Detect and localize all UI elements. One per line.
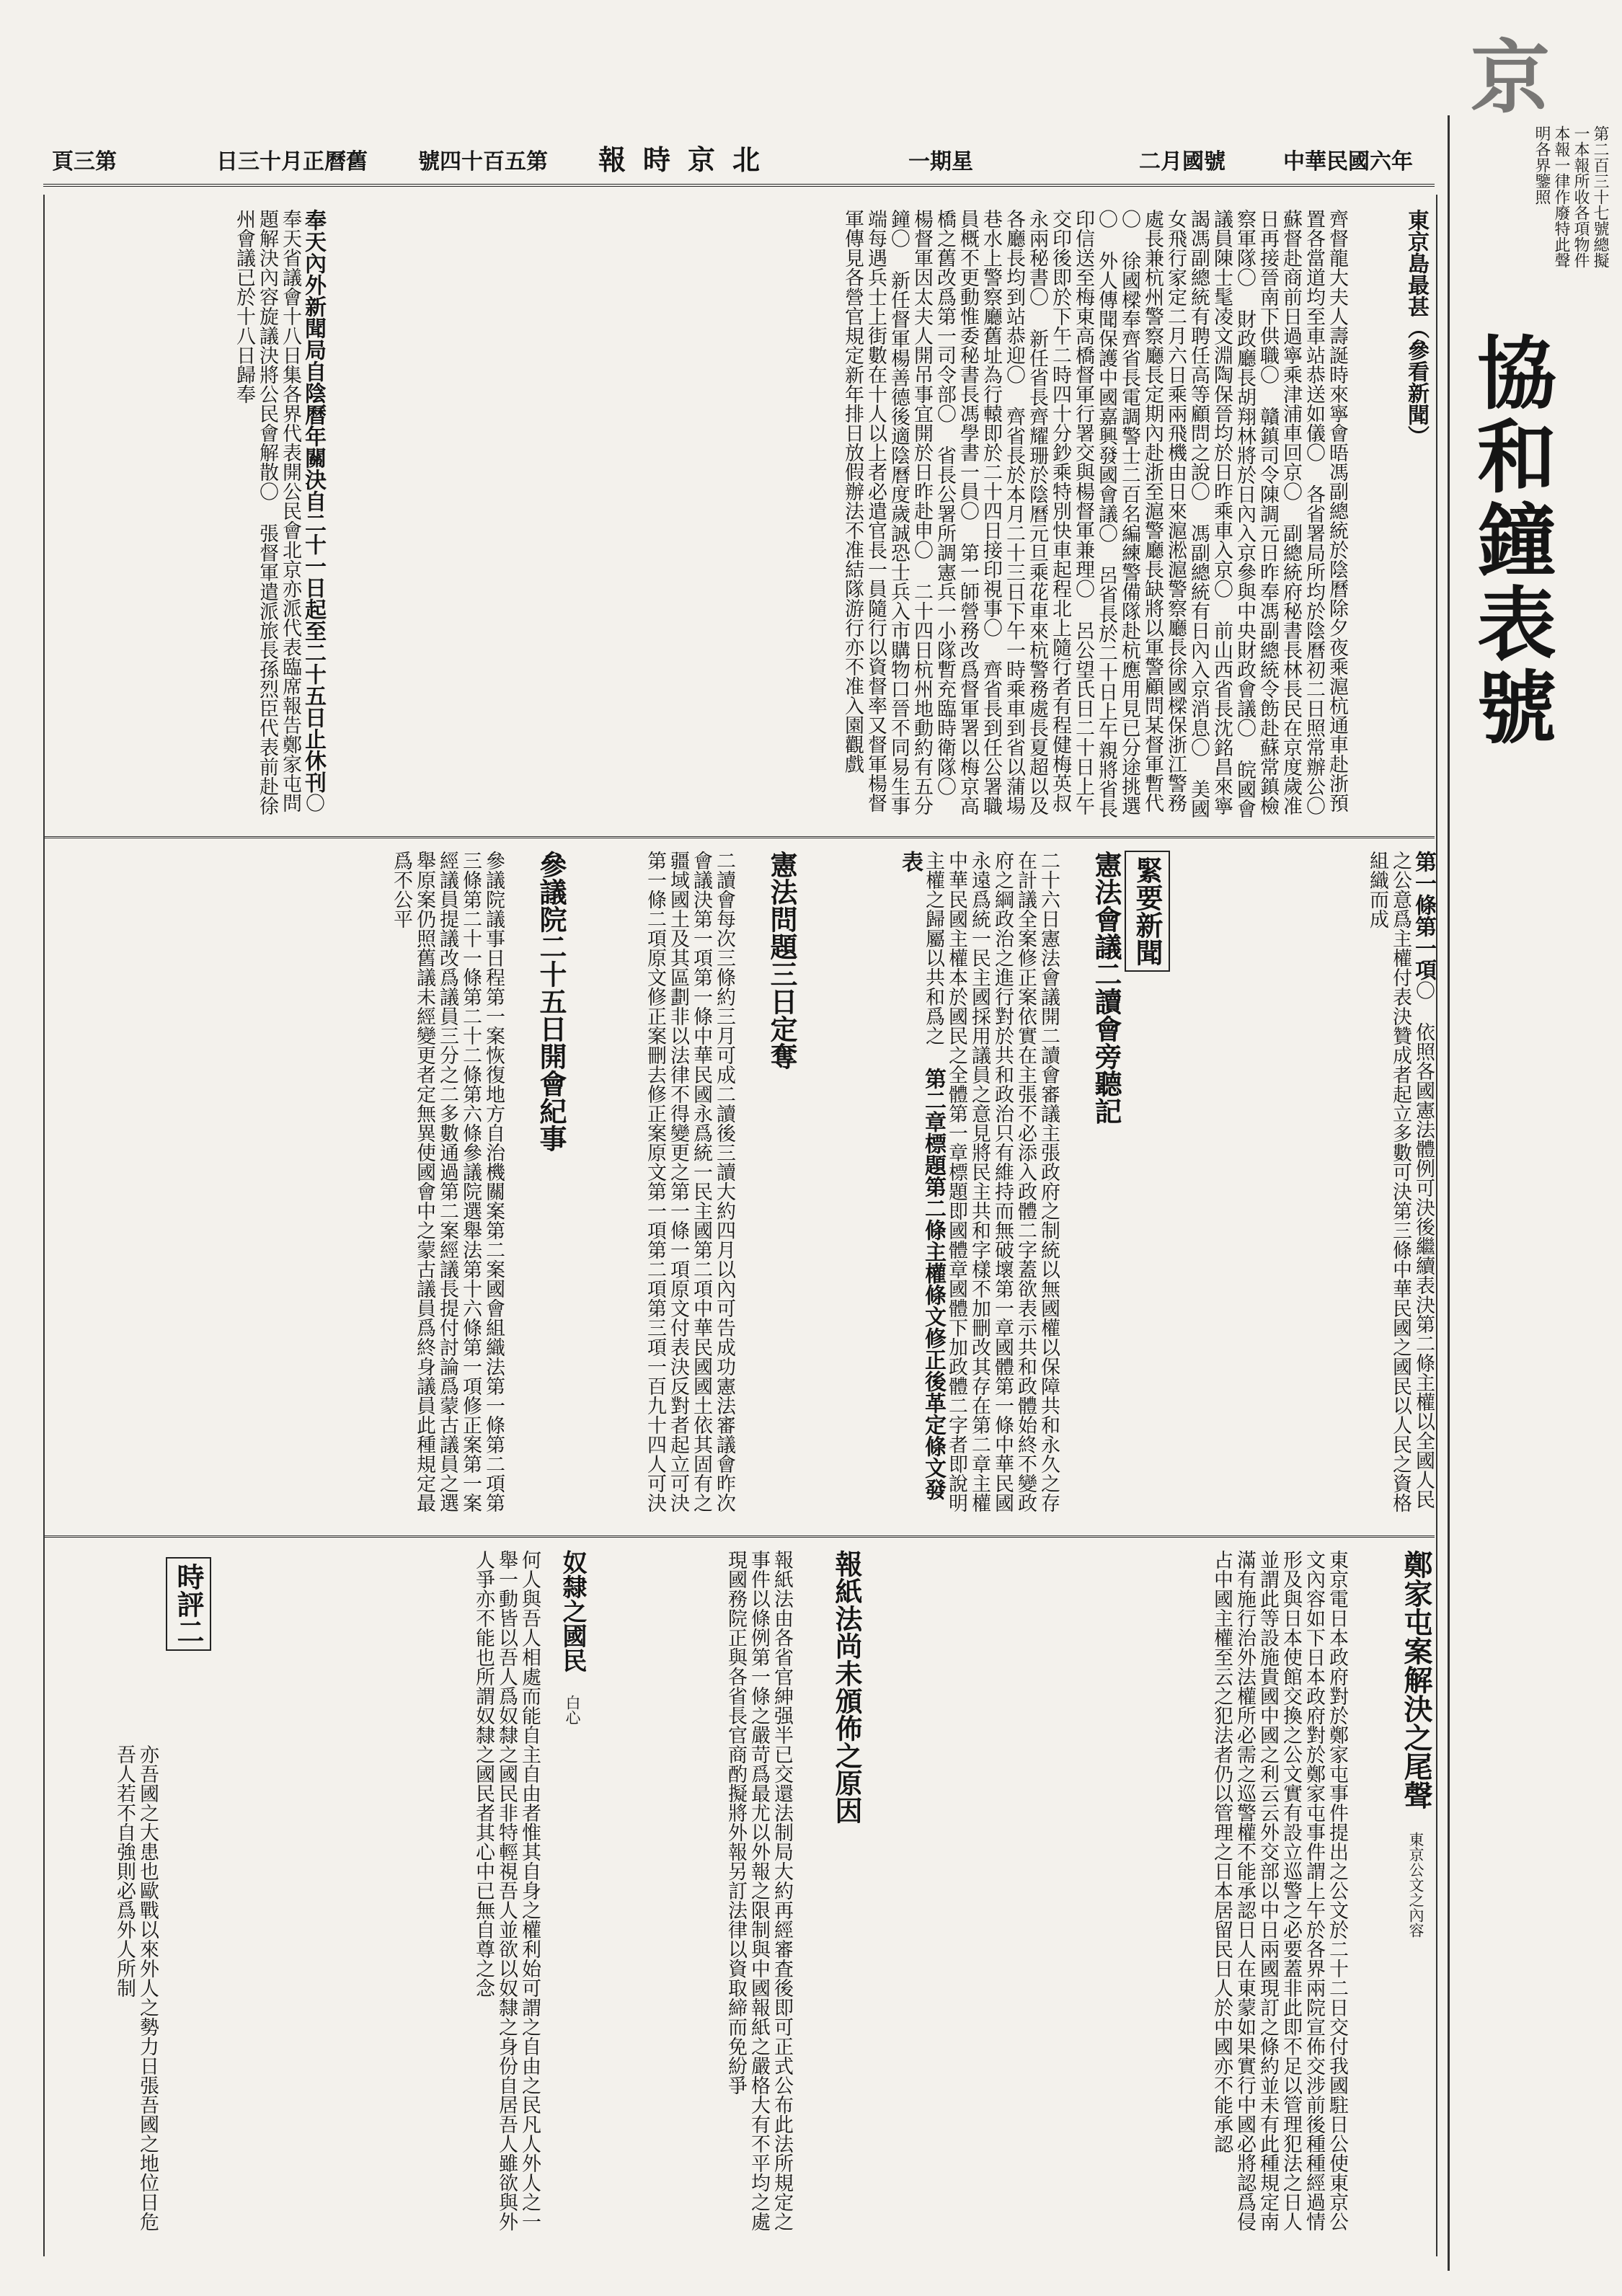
- article3-body: [50, 851, 505, 1521]
- band3-article1-text: 東京電日本政府對於鄭家屯事件提出之公文於二十二日交付我國駐日公使東京公文內容如下日本政府對於鄭家屯事件謂上午於各界兩院宣佈交涉前後種種經過情形及與日本使館交換之公文實有設立巡警之必要蓋非此即不足以管理犯法之日人並謂此等設施貴國中國之利云云外交部以中日兩國現訂之條約並未有此種規定南滿有施行治外法權所必需之巡警權不能承認日人在東蒙如果實行中國必將認爲侵占中國主權至云之犯法者仍以管理之日本居留民日人於中國亦不能承認: [1210, 1550, 1348, 2231]
- article1-text: 二十六日憲法會議開二讀會審議主張政府之制統以無國權以保障共和永久之存在計議全案修正案依實在主張不必添入政體二字蓋欲表示共和政體始終不變政府之綱政治之進行對於共和政治只有維持而無破壞第一章國體第一條中華民國永遠爲統一民主國採用議員之意見將民主共和字樣不加刪改其存在第二章主權中華民國主權本於國民之全體第一章標題即國體章國體下加政體二字者即說明主權之歸屬以共和爲之: [922, 851, 1060, 1512]
- news-item: 外人傳聞保護中國嘉興發國會議: [1095, 251, 1117, 523]
- news-item: 奉天省議會十八日集各界代表開公民會北京亦派代表臨席報告鄭家屯問題解決內容旋議決將公民會解散: [256, 209, 301, 812]
- column-text: 何人與吾人相處而能自主自由者惟其自身之權利始可謂之自由之民凡人外人之一舉一動皆以吾人爲奴隸之國民非特輕視吾人並欲以奴隸之身份自居吾人雖欲與外人爭亦不能也所謂奴隸之國民者其心中已無自尊之念: [472, 1550, 541, 2231]
- masthead-watermark: 京: [1471, 31, 1550, 124]
- article3-text: 參議院議事日程第一案恢復地方自治機關案第二案國會組織法第一條第二項第三條第二十一條第二十二條第六條參議院選舉法第十六條第一項修正案第一案經議員提議改爲議員三分之二多數通過第二案經議長提付討論爲蒙古議員之選舉原案仍照舊議未經變更者定無異使國會中之蒙古議員爲終身議員此種規定最爲不公平: [390, 851, 505, 1512]
- lunar-date: 日三十月正曆舊: [216, 149, 368, 174]
- brand-title: 協和鐘表號: [1464, 332, 1557, 750]
- news-item: 楊督軍因太夫人開吊事宜開於日昨赴申: [910, 209, 933, 540]
- band3-article1-title: 鄭家屯案解決之尾聲: [1399, 1550, 1433, 1809]
- news-item: 張督軍遣派旅長孫烈臣代表前赴徐州會議已於十八日歸奉: [233, 209, 278, 815]
- article2-body: [570, 851, 735, 1521]
- masthead: [43, 133, 1435, 187]
- weekday: 一期星: [908, 149, 973, 174]
- corner-commentary-body: [50, 1745, 159, 2242]
- band3-article1-body: [865, 1550, 1348, 2242]
- news-item: 徐國樑奉齊省長電調警士二百名編練警備隊赴杭應用見已分途挑選: [1118, 251, 1140, 815]
- band3-article2-title: 報紙法尚未頒佈之原因: [830, 1550, 863, 1824]
- article2-title-col: [743, 851, 798, 1521]
- column-body: [209, 1550, 541, 2242]
- news-item: 省長公署所調憲兵一小隊暫充臨時衛隊: [934, 446, 956, 776]
- band1-news-items: 齊督龍大夫人壽誕時來寧會晤馮副總統於陰曆除夕夜乘滬杭通車赴浙預置各當道均至車站恭送如儀〇 各省署局所均於陰曆初二日照常辦公〇 蘇督赴商前日過寧乘津浦車回京〇 副總統府秘書長林長民在京度歲准日再接晉南下供職〇 贛鎮司令陳調元日昨奉馮副總統令飭赴蘇常鎮檢察軍隊〇 財政廳長胡翔林將於日內入京參與中央財政會議〇 皖國會議員陳士髦凌文淵陶保晉均於日昨乘車入京〇 前山西省長沈銘昌來寧謁馮副總統有聘任高等顧問之說〇 馮副總統有日內入京消息〇 美國女飛行家定二月六日乘兩飛機由日來滬淞滬警察廳長徐國樑保浙江警務處長兼杭州警察廳長定期內赴浙至滬警廳長缺將以軍警顧問某督軍暫代〇 徐國樑奉齊省長電調警士二百名編練警備隊赴杭應用見已分途挑選〇 外人傳聞保護中國嘉興發國會議〇 呂省長於二十日上午親將省長印信送至梅東高橋督軍行署交與楊督軍兼理〇 呂公望氏日二十日上午交印後即於下午二時四十分鈔乘特別快車起程北上隨行者有程健梅英叔永兩秘書〇 新任省長齊耀珊於陰曆元旦乘花車來杭警務處長夏超以及各廳長均到站恭迎〇 齊省長於本月二十三日下午一時乘車到省以蒲場巷水上警察廳舊址為行轅即於二十四日接印視事〇 齊省長到任公署職員概不更動惟委秘書長馮學書一員〇 第一師營務改爲督軍署以梅京高橋之舊改爲第一司令部〇 省長公署所調憲兵一小隊暫充臨時衛隊〇 楊督軍因太夫人開吊事宜開於日昨赴申〇 二十四日杭州地動約有五分鐘〇 新任督軍楊善德後適陰曆度歲誠恐士兵入市購物口晉不同易生事端每遇兵士上街數在十人以上者必遣官長一員隨行以資督率又督軍楊督軍傳見各營官規定新年排日放假辦法不准結隊游行亦不准入園觀戲: [841, 209, 1348, 818]
- column-byline: 白心: [564, 1695, 581, 1725]
- notice-text: 第二百三十七號總擬一本報所收各項物件本報一律作廢特此聲明各界鑒照: [1533, 125, 1609, 268]
- news-item: 財政廳長胡翔林將於日內入京參與中央財政會議: [1233, 309, 1256, 718]
- news-item: 齊督龍大夫人壽誕時來寧會晤馮副總統於陰曆除夕夜乘滬杭通車赴浙預置各當道均至車站恭送如儀: [1303, 209, 1348, 812]
- article1-body: [800, 851, 1060, 1521]
- news-item: 蘇督赴商前日過寧乘津浦車回京: [1280, 209, 1302, 482]
- page-number: 頁三第: [52, 149, 117, 174]
- band1-lead-text: 東京島最甚（參看新聞）: [1404, 209, 1429, 447]
- article1-title: 憲法會議二讀會旁聽記: [1090, 851, 1122, 1125]
- news-item: 贛鎮司令陳調元日昨奉馮副總統令飭赴蘇常鎮檢察軍隊: [1233, 209, 1279, 815]
- news-item: 齊省長於本月二十三日下午一時乘車到省以蒲場巷水上警察廳舊址為行轅即於二十四日接印視事: [980, 209, 1025, 815]
- news-item: 新任督軍楊善德後適陰曆度歲誠恐士兵入市購物口晉不同易生事端每遇兵士上街數在十人以上者必遣官長一員隨行以資督率又督軍楊督軍傳見各營官規定新年排日放假辦法不准結隊游行亦不准入園觀戲: [841, 209, 910, 815]
- corner-commentary-title: 時評二: [166, 1557, 211, 1651]
- band3-article2-title-col: [800, 1550, 863, 2242]
- article3-title: 參議院二十五日開會紀事: [535, 851, 567, 1152]
- band1-right-column: 奉天內外新聞局自陰曆年關決自二十一日起至二十五日止休刊〇 奉天省議會十八日集各界代表開公民會北京亦派代表臨席報告鄭家屯問題解決內容旋議決將公民會解散〇 張督軍遣派旅長孫烈臣代表前赴徐州會議已於十八日歸奉: [233, 209, 326, 815]
- column-title: 奴隸之國民: [558, 1550, 587, 1672]
- news-item: 呂公望氏日二十日上午交印後即於下午二時四十分鈔乘特別快車起程北上隨行者有程健梅英叔永兩秘書: [1026, 209, 1094, 815]
- republic-year: 中華民國六年: [1283, 149, 1413, 174]
- news-item: 馮副總統有日內入京消息: [1187, 523, 1210, 737]
- news-item: 新任省長齊耀珊於陰曆元旦乘花車來杭警務處長夏超以及各廳長均到站恭迎: [1003, 209, 1048, 815]
- news-item: 二十四日杭州地動約有五分鐘: [887, 209, 933, 815]
- news-item: 第一師營務改爲督軍署以梅京高橋之舊改爲第一司令部: [934, 209, 979, 815]
- news-item: 前山西省長沈銘昌來寧謁馮副總統有聘任高等顧問之說: [1187, 209, 1233, 815]
- band1-right-lead: 奉天內外新聞局自陰曆年關決自二十一日起至二十五日止休刊: [301, 209, 326, 793]
- band1-lead: [1355, 209, 1427, 829]
- article2-title: 憲法問題三日定奪: [766, 851, 798, 1070]
- article-title: [1355, 1550, 1433, 2242]
- news-item: 呂省長於二十日上午親將省長印信送至梅東高橋督軍行署交與楊督軍兼理: [1072, 209, 1117, 818]
- article-title: [1067, 851, 1122, 1521]
- right-col-head: 第一條第一項: [1411, 851, 1436, 980]
- news-item: 副總統府秘書長林長民在京度歲准日再接晉南下供職: [1257, 209, 1302, 815]
- month-label: 二月國號: [1139, 149, 1226, 174]
- band3-article2-text: 報紙法由各省官紳强半已交還法制局大約再經審査後即可正式公布此法所規定之事件以條例第一條之嚴苛爲最尤以外報之限制與中國報紙之嚴格大有不平均之處現國務院正與各省長官商酌擬將外報另訂法律以資取締而免紛爭: [724, 1550, 793, 2231]
- band2-right-column: 第一條第一項〇 依照各國憲法體例可決後繼續表決第二條主權以全國人民之公意爲主權付表決贊成者起立多數可決第三條中華民國之國民以人民之資格組織而成: [1366, 851, 1436, 1512]
- right-advert-panel: [1448, 115, 1616, 2271]
- paper-name: 報時京北: [598, 143, 778, 176]
- band3-article1-sub: 東京公文之內容: [1407, 1832, 1424, 1938]
- news-item: 各省署局所均於陰曆初二日照常辦公: [1303, 484, 1325, 796]
- article1-tail: 第二章標題第二條主權條文修正後革定條文發表: [898, 851, 946, 1500]
- band3-article2-body: [591, 1550, 793, 2242]
- column-title-col: [548, 1550, 587, 2242]
- corner-text: 亦吾國之大患也歐戰以來外人之勢力日張吾國之地位日危吾人若不自強則必爲外人所制: [113, 1745, 159, 2231]
- news-item: 齊省長到任公署職員概不更動惟委秘書長馮學書一員: [957, 209, 1002, 815]
- right-col-body: 依照各國憲法體例可決後繼續表決第二條主權以全國人民之公意爲主權付表決贊成者起立多數可決第三條中華民國之國民以人民之資格組織而成: [1366, 851, 1435, 1512]
- section-title-important-news: 緊要新聞: [1125, 851, 1170, 972]
- news-item: 皖國會議員陳士髦凌文淵陶保晉均於日昨乘車入京: [1210, 209, 1256, 818]
- news-item: 美國女飛行家定二月六日乘兩飛機由日來滬淞滬警察廳長徐國樑保浙江警務處長兼杭州警察廳長定期內赴浙至滬警廳長缺將以軍警顧問某督軍暫代: [1141, 209, 1210, 818]
- article2-text: 二讀會每次三條約三月可成二讀後三讀大約四月以內可告成功憲法審議會昨次會議決第一項第一條中華民國永爲統一民主國第二項中華民國國土依其固有之疆域國土及其區劃非以法律不得變更之第一條一項原文付表決反對者起立可決第一條二項原文修正案刪去修正案原文第一項第二項第三項一百九十四人可決: [644, 851, 735, 1512]
- issue-number: 號四十百五第: [418, 149, 548, 174]
- article3-title-col: [512, 851, 567, 1521]
